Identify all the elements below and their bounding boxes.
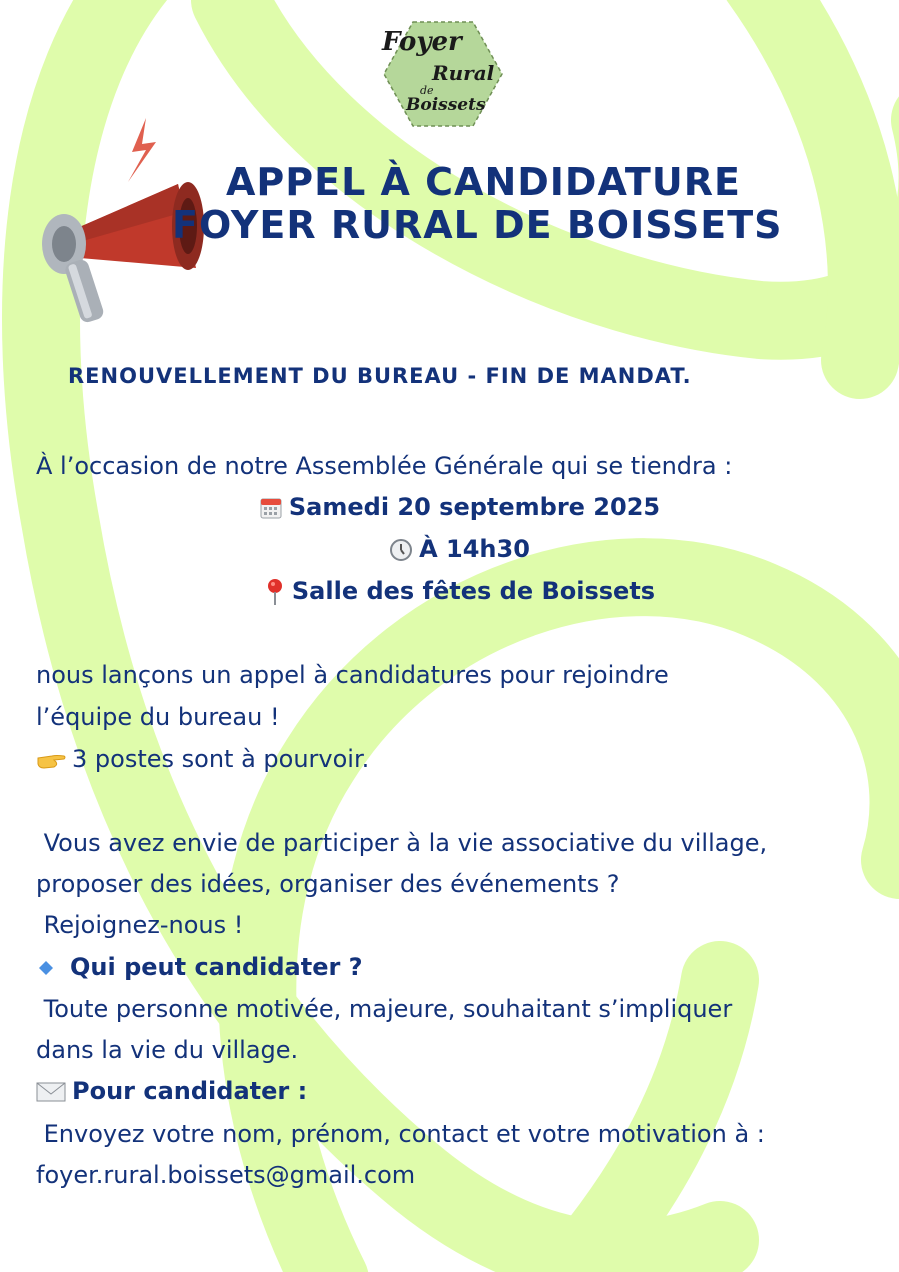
logo-line2: Rural — [432, 61, 495, 85]
calendar-icon — [259, 496, 283, 520]
logo-line4: Boissets — [406, 95, 486, 115]
call-posts — [36, 745, 369, 773]
intro-text: À l’occasion de notre Assemblée Générale qui se tiendra : — [36, 452, 733, 480]
title-line1: APPEL À CANDIDATURE — [226, 160, 741, 204]
clock-icon — [389, 538, 413, 562]
foyer-rural-logo — [378, 18, 508, 130]
subtitle: RENOUVELLEMENT DU BUREAU - FIN DE MANDAT. — [68, 364, 692, 388]
event-date-label: Samedi 20 septembre 2025 — [288, 493, 661, 521]
call-posts-label: 3 postes sont à pourvoir. — [72, 745, 370, 773]
logo-line3: de — [420, 84, 434, 97]
pointing-hand-icon — [36, 749, 66, 771]
apply-heading-label: Pour candidater : — [72, 1077, 308, 1105]
diamond-icon — [36, 958, 56, 978]
who-heading — [36, 953, 363, 981]
invite-line2: proposer des idées, organiser des événements ? — [36, 870, 620, 898]
apply-email[interactable]: foyer.rural.boissets@gmail.com — [36, 1161, 416, 1189]
call-line1: nous lançons un appel à candidatures pour rejoindre — [36, 661, 669, 689]
event-place-label: Salle des fêtes de Boissets — [291, 577, 656, 605]
event-time — [0, 535, 899, 563]
envelope-icon — [36, 1081, 66, 1103]
pin-icon — [264, 578, 286, 606]
who-line1: Toute personne motivée, majeure, souhaitant s’impliquer — [36, 995, 733, 1023]
call-line2: l’équipe du bureau ! — [36, 703, 280, 731]
event-date — [0, 493, 899, 521]
apply-line1: Envoyez votre nom, prénom, contact et votre motivation à : — [36, 1120, 765, 1148]
who-heading-label: Qui peut candidater ? — [70, 953, 363, 981]
invite-line1: Vous avez envie de participer à la vie associative du village, — [36, 829, 768, 857]
event-place — [0, 577, 899, 606]
apply-heading — [36, 1077, 307, 1105]
who-line2: dans la vie du village. — [36, 1036, 299, 1064]
event-time-label: À 14h30 — [419, 535, 530, 563]
title-line2: FOYER RURAL DE BOISSETS — [172, 203, 783, 247]
logo-line1: Foyer — [382, 27, 462, 57]
invite-line3: Rejoignez-nous ! — [36, 911, 244, 939]
